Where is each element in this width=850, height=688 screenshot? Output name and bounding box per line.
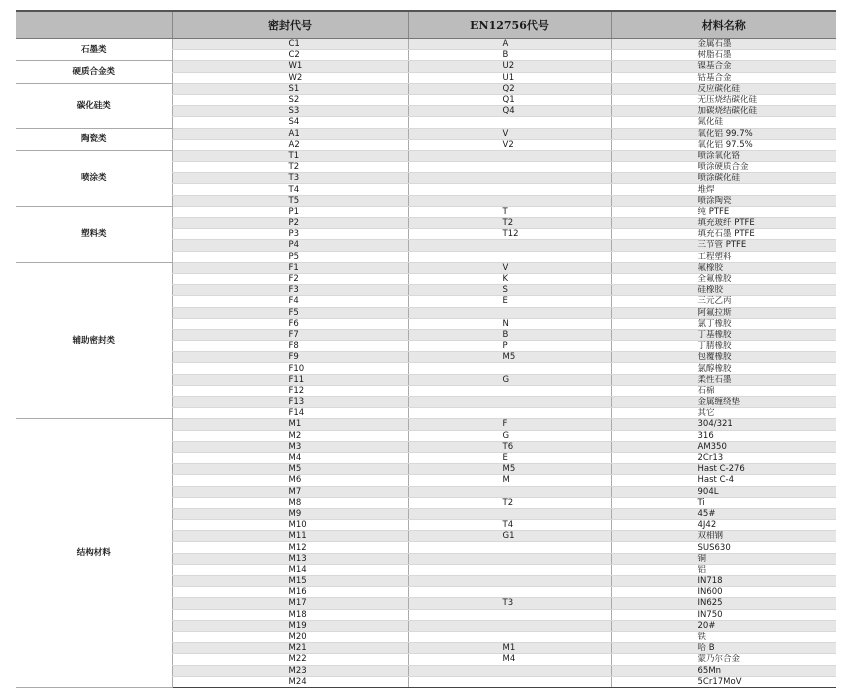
seal-material-code-table [16,10,836,688]
seal-code-cell: M17 [172,598,408,609]
seal-code-cell: F1 [172,262,408,273]
material-name-cell: 4J42 [611,520,836,531]
seal-code-cell: M4 [172,452,408,463]
material-name-cell: Hast C-4 [611,475,836,486]
seal-code-cell: S3 [172,106,408,117]
seal-code-cell: F14 [172,408,408,419]
material-name-cell: 反应碳化硅 [611,83,836,94]
seal-code-cell: M2 [172,430,408,441]
en12756-code-cell: T2 [408,497,611,508]
header-category [16,11,172,39]
en12756-code-cell: F [408,419,611,430]
material-name-cell: 铜 [611,553,836,564]
category-cell: 硬质合金类 [16,61,172,83]
category-cell: 塑料类 [16,206,172,262]
en12756-code-cell [408,676,611,687]
material-name-cell: 工程塑料 [611,251,836,262]
en12756-code-cell [408,385,611,396]
material-name-cell: 氯醇橡胶 [611,363,836,374]
en12756-code-cell: U2 [408,61,611,72]
table-row [16,128,836,139]
en12756-code-cell: V [408,128,611,139]
en12756-code-cell [408,542,611,553]
material-name-cell: 钴基合金 [611,72,836,83]
material-name-cell: 氮化硅 [611,117,836,128]
table-row [16,83,836,94]
seal-code-cell: M5 [172,464,408,475]
en12756-code-cell: T6 [408,441,611,452]
material-name-cell: IN625 [611,598,836,609]
material-name-cell: 其它 [611,408,836,419]
material-name-cell: 氧化铝 97.5% [611,139,836,150]
en12756-code-cell [408,620,611,631]
seal-code-cell: M20 [172,631,408,642]
en12756-code-cell: T [408,206,611,217]
seal-code-cell: W2 [172,72,408,83]
en12756-code-cell: M5 [408,352,611,363]
en12756-code-cell: M5 [408,464,611,475]
seal-code-cell: S4 [172,117,408,128]
en12756-code-cell: M4 [408,654,611,665]
seal-code-cell: M9 [172,508,408,519]
category-cell: 辅助密封类 [16,262,172,419]
en12756-code-cell: Q1 [408,94,611,105]
seal-code-cell: M23 [172,665,408,676]
header-material-name: 材料名称 [611,11,836,39]
en12756-code-cell: B [408,50,611,61]
seal-code-cell: F7 [172,329,408,340]
material-name-cell: 加碳烧结碳化硅 [611,106,836,117]
material-name-cell: 柔性石墨 [611,374,836,385]
material-name-cell: 2Cr13 [611,452,836,463]
seal-code-cell: M13 [172,553,408,564]
seal-code-cell: W1 [172,61,408,72]
material-name-cell: 树脂石墨 [611,50,836,61]
seal-code-cell: M3 [172,441,408,452]
material-name-cell: 316 [611,430,836,441]
seal-code-cell: P4 [172,240,408,251]
en12756-code-cell: N [408,318,611,329]
material-name-cell: 阿氟拉斯 [611,307,836,318]
table-row [16,61,836,72]
material-name-cell: 铁 [611,631,836,642]
seal-code-cell: F3 [172,285,408,296]
material-name-cell: 填充石墨 PTFE [611,229,836,240]
material-name-cell: IN718 [611,576,836,587]
en12756-code-cell [408,576,611,587]
table-header-row [16,11,836,39]
table-row [16,39,836,50]
en12756-code-cell [408,307,611,318]
seal-code-cell: M7 [172,486,408,497]
header-en12756-code: EN12756代号 [408,11,611,39]
en12756-code-cell: S [408,285,611,296]
seal-code-cell: F12 [172,385,408,396]
seal-code-cell: T5 [172,195,408,206]
table-row [16,206,836,217]
seal-code-cell: M22 [172,654,408,665]
en12756-code-cell: M1 [408,643,611,654]
seal-code-cell: P1 [172,206,408,217]
en12756-code-cell: G1 [408,531,611,542]
table-row [16,419,836,430]
seal-code-cell: M11 [172,531,408,542]
seal-code-cell: M12 [172,542,408,553]
material-name-cell: 哈 B [611,643,836,654]
seal-code-cell: M16 [172,587,408,598]
seal-code-cell: F4 [172,296,408,307]
en12756-code-cell [408,162,611,173]
material-name-cell: 双相钢 [611,531,836,542]
material-name-cell: 包覆橡胶 [611,352,836,363]
en12756-code-cell [408,508,611,519]
en12756-code-cell [408,631,611,642]
en12756-code-cell: T2 [408,218,611,229]
header-seal-code: 密封代号 [172,11,408,39]
material-name-cell: 喷涂氧化铬 [611,150,836,161]
seal-code-cell: M24 [172,676,408,687]
category-cell: 喷涂类 [16,150,172,206]
seal-code-cell: T4 [172,184,408,195]
en12756-code-cell: Q4 [408,106,611,117]
seal-code-cell: M15 [172,576,408,587]
en12756-code-cell [408,173,611,184]
en12756-code-cell: T4 [408,520,611,531]
material-name-cell: 5Cr17MoV [611,676,836,687]
en12756-code-cell: K [408,273,611,284]
seal-code-cell: P3 [172,229,408,240]
material-name-cell: 金属石墨 [611,39,836,50]
material-name-cell: 金属缠绕垫 [611,397,836,408]
seal-code-cell: M10 [172,520,408,531]
category-cell: 结构材料 [16,419,172,688]
en12756-code-cell [408,184,611,195]
category-cell: 陶瓷类 [16,128,172,150]
en12756-code-cell: T12 [408,229,611,240]
seal-code-cell: S1 [172,83,408,94]
material-name-cell: 纯 PTFE [611,206,836,217]
en12756-code-cell [408,564,611,575]
material-name-cell: 铝 [611,564,836,575]
en12756-code-cell: M [408,475,611,486]
en12756-code-cell: Q2 [408,83,611,94]
en12756-code-cell: G [408,374,611,385]
table-row [16,150,836,161]
material-name-cell: 65Mn [611,665,836,676]
table-row [16,262,836,273]
material-name-cell: 喷涂碳化硅 [611,173,836,184]
seal-code-cell: F9 [172,352,408,363]
en12756-code-cell: B [408,329,611,340]
material-name-cell: Ti [611,497,836,508]
material-name-cell: AM350 [611,441,836,452]
material-name-cell: 三元乙丙 [611,296,836,307]
material-name-cell: SUS630 [611,542,836,553]
seal-code-cell: A2 [172,139,408,150]
en12756-code-cell [408,251,611,262]
en12756-code-cell [408,150,611,161]
material-name-cell: 全氟橡胶 [611,273,836,284]
en12756-code-cell: A [408,39,611,50]
en12756-code-cell [408,117,611,128]
seal-code-cell: F5 [172,307,408,318]
material-name-cell: 氟橡胶 [611,262,836,273]
material-name-cell: 填充玻纤 PTFE [611,218,836,229]
seal-code-cell: T3 [172,173,408,184]
seal-code-cell: M6 [172,475,408,486]
material-name-cell: 堆焊 [611,184,836,195]
en12756-code-cell [408,363,611,374]
seal-code-cell: T2 [172,162,408,173]
category-cell: 石墨类 [16,39,172,61]
seal-code-cell: F13 [172,397,408,408]
material-name-cell: 无压烧结碳化硅 [611,94,836,105]
seal-code-cell: F6 [172,318,408,329]
en12756-code-cell: G [408,430,611,441]
seal-code-cell: F8 [172,341,408,352]
material-name-cell: IN750 [611,609,836,620]
en12756-code-cell: P [408,341,611,352]
material-name-cell: 石棉 [611,385,836,396]
seal-code-cell: S2 [172,94,408,105]
material-name-cell: 镍基合金 [611,61,836,72]
en12756-code-cell [408,240,611,251]
en12756-code-cell [408,553,611,564]
seal-code-cell: F10 [172,363,408,374]
material-name-cell: 氯丁橡胶 [611,318,836,329]
material-name-cell: 丁腈橡胶 [611,341,836,352]
material-name-cell: 喷涂陶瓷 [611,195,836,206]
material-name-cell: 三节管 PTFE [611,240,836,251]
seal-code-cell: M14 [172,564,408,575]
en12756-code-cell: U1 [408,72,611,83]
en12756-code-cell [408,587,611,598]
material-name-cell: 喷涂硬质合金 [611,162,836,173]
material-name-cell: 丁基橡胶 [611,329,836,340]
material-name-cell: 氧化铝 99.7% [611,128,836,139]
seal-code-cell: P5 [172,251,408,262]
en12756-code-cell [408,665,611,676]
en12756-code-cell: T3 [408,598,611,609]
seal-code-cell: C2 [172,50,408,61]
material-name-cell: 蒙乃尔合金 [611,654,836,665]
seal-code-cell: F11 [172,374,408,385]
en12756-code-cell: V2 [408,139,611,150]
material-name-cell: 304/321 [611,419,836,430]
seal-code-cell: C1 [172,39,408,50]
en12756-code-cell [408,397,611,408]
en12756-code-cell [408,609,611,620]
category-cell: 碳化硅类 [16,83,172,128]
material-name-cell: 904L [611,486,836,497]
en12756-code-cell [408,408,611,419]
en12756-code-cell [408,195,611,206]
seal-code-cell: M8 [172,497,408,508]
material-name-cell: 20# [611,620,836,631]
en12756-code-cell: V [408,262,611,273]
material-name-cell: IN600 [611,587,836,598]
material-name-cell: Hast C-276 [611,464,836,475]
en12756-code-cell [408,486,611,497]
en12756-code-cell: E [408,296,611,307]
seal-code-cell: M19 [172,620,408,631]
en12756-code-cell: E [408,452,611,463]
seal-code-cell: F2 [172,273,408,284]
seal-code-cell: A1 [172,128,408,139]
material-name-cell: 45# [611,508,836,519]
table-body [16,39,836,688]
seal-code-cell: P2 [172,218,408,229]
seal-code-cell: M21 [172,643,408,654]
seal-code-cell: M1 [172,419,408,430]
seal-code-cell: M18 [172,609,408,620]
material-name-cell: 硅橡胶 [611,285,836,296]
seal-code-cell: T1 [172,150,408,161]
